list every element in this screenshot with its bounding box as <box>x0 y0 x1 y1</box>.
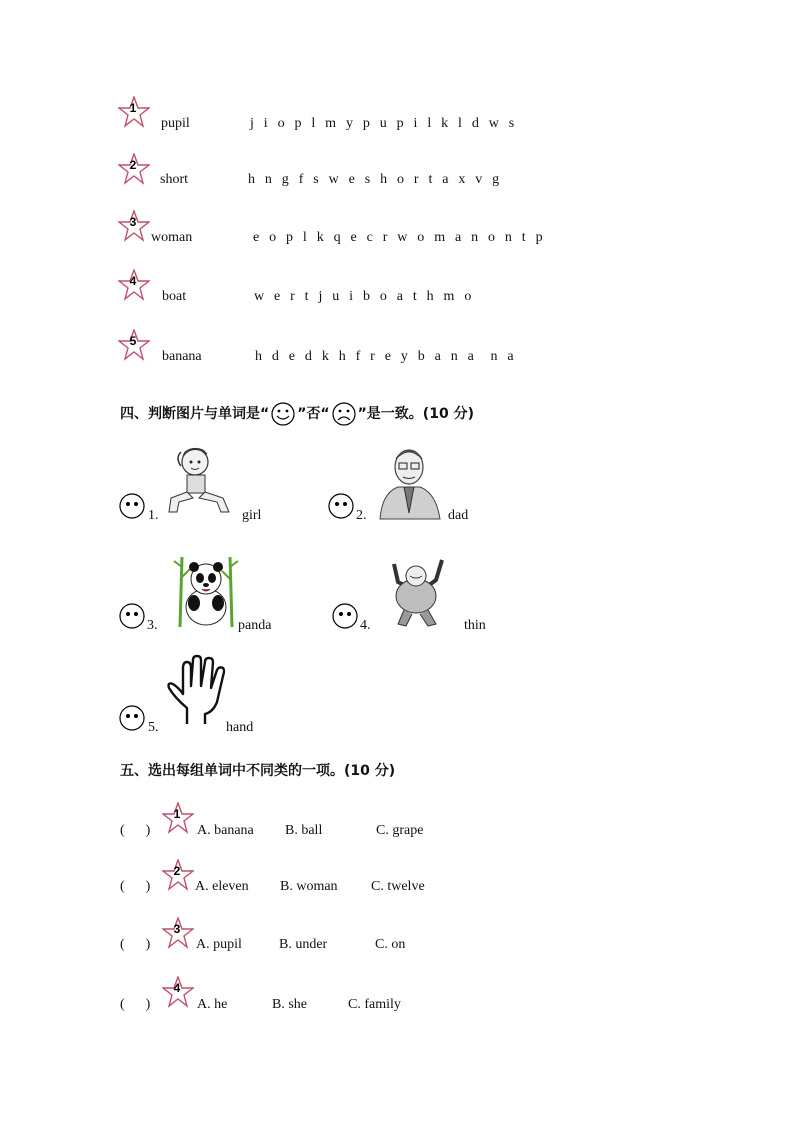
star-number: 2 <box>173 864 181 878</box>
heading-text: 四、判断图片与单词是“ <box>120 406 270 422</box>
section4-heading <box>120 402 474 426</box>
item-number: 5. <box>148 720 159 735</box>
star-number-icon <box>118 96 150 128</box>
happy-face-icon <box>269 402 297 426</box>
item-number: 1. <box>148 508 159 523</box>
star-number-icon <box>118 153 150 185</box>
target-word: banana <box>162 349 202 364</box>
star-number-icon <box>118 269 150 301</box>
answer-blank[interactable]: ( ) <box>120 879 151 894</box>
option-c: C. grape <box>376 823 424 838</box>
answer-face-icon[interactable] <box>332 603 358 629</box>
option-a: A. he <box>197 997 228 1012</box>
star-number-icon <box>118 329 150 361</box>
fat-man-picture <box>380 556 452 630</box>
star-number: 4 <box>173 981 181 995</box>
option-c: C. twelve <box>371 879 425 894</box>
heading-text: ”是一致。(10 分) <box>357 406 474 422</box>
item-word: panda <box>238 618 272 633</box>
star-number-icon <box>118 210 150 242</box>
item-word: hand <box>226 720 254 735</box>
option-c: C. on <box>375 937 406 952</box>
letter-string: h d e d k h f r e y b a n a n a <box>255 349 517 364</box>
answer-blank[interactable]: ( ) <box>120 823 151 838</box>
star-number-icon <box>162 802 194 834</box>
target-word: short <box>160 172 188 187</box>
target-word: boat <box>162 289 187 304</box>
old-man-picture <box>372 443 447 521</box>
option-c: C. family <box>348 997 401 1012</box>
option-b: B. woman <box>280 879 338 894</box>
option-a: A. pupil <box>196 937 242 952</box>
answer-blank[interactable]: ( ) <box>120 997 151 1012</box>
star-number: 3 <box>129 215 137 229</box>
item-word: girl <box>242 508 262 523</box>
item-number: 2. <box>356 508 367 523</box>
letter-string: w e r t j u i b o a t h m o <box>254 289 475 304</box>
star-number-icon <box>162 859 194 891</box>
hand-picture <box>165 654 227 726</box>
boy-sitting-picture <box>163 440 238 520</box>
answer-face-icon[interactable] <box>119 493 145 519</box>
star-number: 1 <box>173 807 181 821</box>
letter-string: j i o p l m y p u p i l k l d w s <box>250 116 518 131</box>
item-number: 4. <box>360 618 371 633</box>
heading-text: ”否“ <box>297 406 330 422</box>
option-b: B. under <box>279 937 328 952</box>
section5-heading: 五、选出每组单词中不同类的一项。(10 分) <box>120 763 396 779</box>
answer-face-icon[interactable] <box>119 705 145 731</box>
answer-blank[interactable]: ( ) <box>120 937 151 952</box>
star-number: 5 <box>129 334 137 348</box>
star-number: 3 <box>173 922 181 936</box>
answer-face-icon[interactable] <box>119 603 145 629</box>
star-number: 1 <box>129 101 137 115</box>
option-b: B. she <box>272 997 307 1012</box>
target-word: pupil <box>161 116 190 131</box>
target-word: woman <box>151 230 193 245</box>
star-number-icon <box>162 976 194 1008</box>
letter-string: e o p l k q e c r w o m a n o n t p <box>253 230 546 245</box>
option-b: B. ball <box>285 823 323 838</box>
star-number: 4 <box>129 274 137 288</box>
item-word: thin <box>464 618 486 633</box>
letter-string: h n g f s w e s h o r t a x v g <box>248 172 503 187</box>
item-number: 3. <box>147 618 158 633</box>
sad-face-icon <box>330 402 358 426</box>
option-a: A. banana <box>197 823 254 838</box>
star-number-icon <box>162 917 194 949</box>
answer-face-icon[interactable] <box>328 493 354 519</box>
item-word: dad <box>448 508 469 523</box>
option-a: A. eleven <box>195 879 249 894</box>
star-number: 2 <box>129 158 137 172</box>
panda-picture <box>172 553 240 629</box>
